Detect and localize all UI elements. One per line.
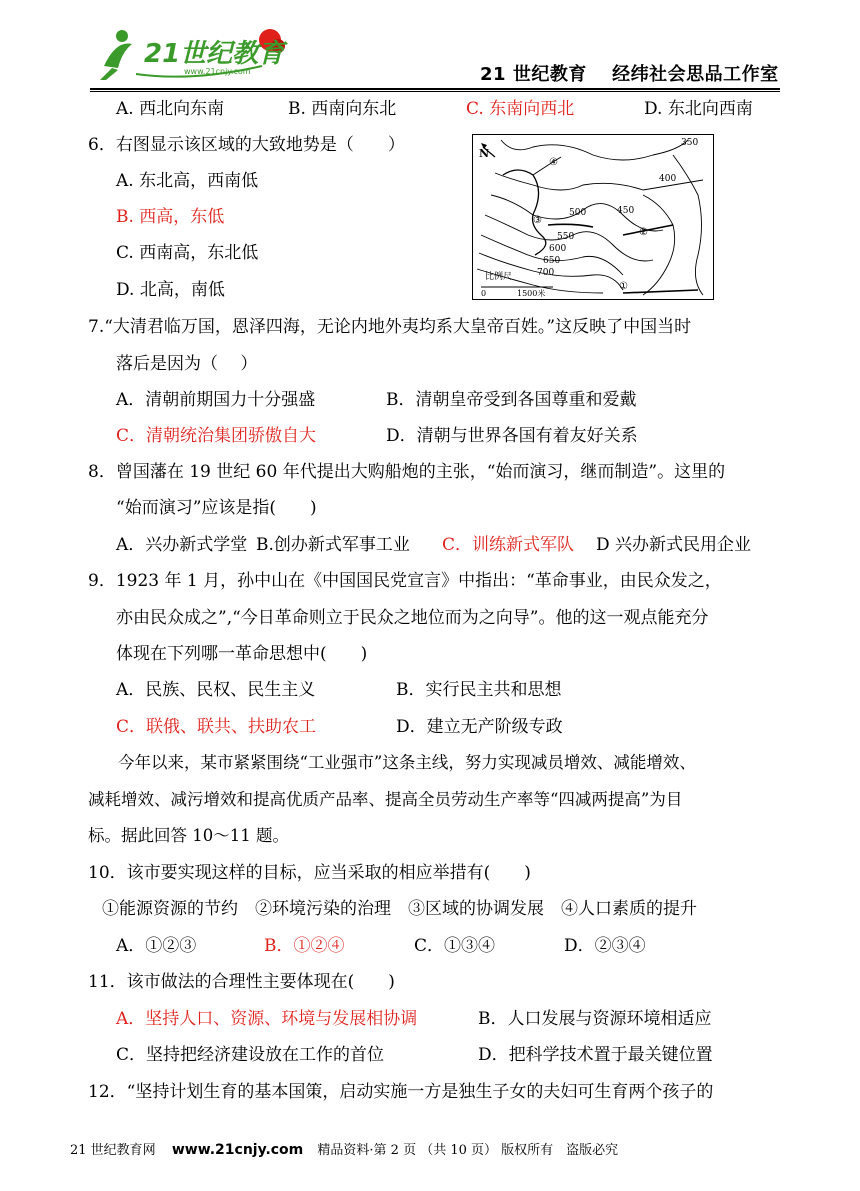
header-rule-thin: [90, 91, 780, 92]
q11-stem: 11．该市做法的合理性主要体现在( ): [88, 972, 395, 992]
header-title: 21 世纪教育 经纬社会思品工作室: [480, 64, 779, 85]
q9-option-d: D．建立无产阶级专政: [396, 717, 563, 737]
header-rule: [90, 88, 780, 90]
footer-left: 21 世纪教育网: [70, 1143, 156, 1158]
q7-stem-line2: 落后是因为（ ）: [116, 354, 258, 374]
svg-text:400: 400: [659, 174, 677, 184]
svg-text:450: 450: [617, 206, 635, 216]
q10-option-d: D．②③④: [564, 936, 646, 956]
q6-option-b-answer: B. 西高，东低: [116, 207, 225, 227]
q8-option-a: A．兴办新式学堂: [116, 535, 248, 555]
q8-option-b: B.创办新式军事工业: [256, 535, 410, 555]
svg-text:②: ②: [639, 227, 648, 238]
q6-option-d: D. 北高，南低: [116, 280, 225, 300]
q10-option-b-answer: B．①②④: [264, 936, 345, 956]
q9-option-a: A．民族、民权、民生主义: [116, 680, 316, 700]
q5-option-d: D. 东北向西南: [644, 99, 753, 119]
footer-right: 精品资料·第 2 页 （共 10 页） 版权所有 盗版必究: [317, 1143, 619, 1158]
q11-option-a-answer: A．坚持人口、资源、环境与发展相协调: [116, 1009, 418, 1029]
q6-stem: 6．右图显示该区域的大致地势是（ ）: [88, 135, 405, 155]
svg-text:④: ④: [549, 157, 558, 168]
q10-option-c: C．①③④: [414, 936, 496, 956]
passage-line1: 今年以来，某市紧紧围绕“工业强市”这条主线，努力实现减员增效、减能增效、: [118, 753, 696, 772]
q7-option-c-answer: C．清朝统治集团骄傲自大: [116, 426, 317, 446]
q9-stem-line3: 体现在下列哪一革命思想中( ): [116, 644, 368, 664]
q7-option-d: D．清朝与世界各国有着友好关系: [386, 426, 638, 446]
svg-text:600: 600: [549, 244, 567, 254]
q7-option-a: A．清朝前期国力十分强盛: [116, 390, 316, 410]
passage-line2: 减耗增效、减污增效和提高优质产品率、提高全员劳动生产率等“四减两提高”为目: [88, 790, 683, 809]
q9-stem-line1: 9．1923 年 1 月，孙中山在《中国国民党宣言》中指出：“革命事业，由民众发之，: [88, 571, 722, 591]
svg-text:①: ①: [619, 281, 628, 292]
svg-text:550: 550: [557, 232, 575, 242]
footer-site-link[interactable]: www.21cnjy.com: [171, 1142, 304, 1158]
svg-text:650: 650: [543, 256, 561, 266]
svg-text:350: 350: [681, 138, 699, 148]
q7-option-b: B．清朝皇帝受到各国尊重和爱戴: [386, 390, 637, 410]
q11-option-b: B．人口发展与资源环境相适应: [478, 1009, 712, 1029]
q12-stem: 12．“坚持计划生育的基本国策，启动实施一方是独生子女的夫妇可生育两个孩子的: [88, 1082, 714, 1102]
svg-text:N: N: [479, 147, 490, 160]
passage-line3: 标。据此回答 10～11 题。: [88, 826, 289, 845]
svg-text:1500米: 1500米: [517, 289, 546, 298]
q8-stem-line1: 8．曾国藩在 19 世纪 60 年代提出大购船炮的主张，“始而演习，继而制造”。这里的: [88, 462, 726, 482]
q6-option-a: A. 东北高，西南低: [116, 171, 259, 191]
page-footer: [70, 1139, 618, 1158]
q8-option-d: D 兴办新式民用企业: [596, 535, 752, 555]
q7-stem-line1: 7.“大清君临万国，恩泽四海，无论内地外夷均系大皇帝百姓。”这反映了中国当时: [88, 317, 692, 337]
q9-option-c-answer: C．联俄、联共、扶助农工: [116, 717, 317, 737]
svg-text:500: 500: [569, 208, 587, 218]
site-logo: [92, 22, 292, 86]
q10-stem: 10．该市要实现这样的目标，应当采取的相应举措有( ): [88, 863, 531, 883]
q10-option-a: A．①②③: [116, 936, 197, 956]
q10-items: ①能源资源的节约 ②环境污染的治理 ③区域的协调发展 ④人口素质的提升: [102, 899, 697, 919]
q5-option-c-answer: C. 东南向西北: [466, 99, 575, 119]
q8-stem-line2: “始而演习”应该是指( ): [116, 498, 317, 518]
q11-option-d: D．把科学技术置于最关键位置: [478, 1045, 713, 1065]
q8-option-c-answer: C．训练新式军队: [442, 535, 575, 555]
q5-option-a: A. 西北向东南: [116, 99, 225, 119]
svg-text:③: ③: [533, 215, 542, 226]
svg-text:比例尺: 比例尺: [485, 272, 513, 282]
q6-option-c: C. 西南高，东北低: [116, 243, 259, 263]
contour-map: [472, 134, 714, 300]
svg-text:700: 700: [537, 268, 555, 278]
q11-option-c: C．坚持把经济建设放在工作的首位: [116, 1045, 385, 1065]
q9-option-b: B．实行民主共和思想: [396, 680, 562, 700]
svg-text:21世纪教育: 21世纪教育: [144, 39, 285, 69]
q5-option-b: B. 西南向东北: [288, 99, 397, 119]
q9-stem-line2: 亦由民众成之”,“今日革命则立于民众之地位而为之向导”。他的这一观点能充分: [116, 608, 709, 628]
svg-text:0: 0: [481, 289, 487, 298]
svg-text:www.21cnjy.com: www.21cnjy.com: [184, 67, 251, 76]
